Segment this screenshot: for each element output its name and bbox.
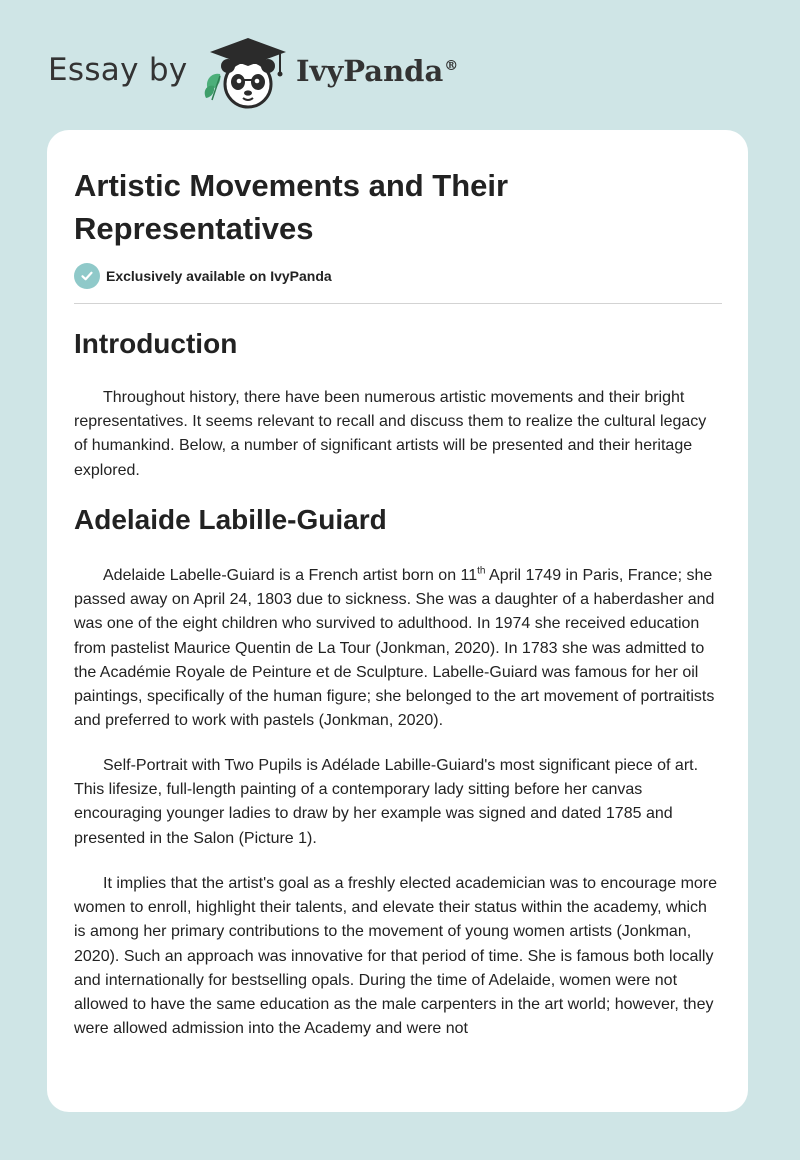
paragraph-text: April 1749 in Paris, France; she passed away on April 24, 1803 due to sickness. She was a daughter of a haberdasher and was one of the eight children who survived to adulthood. In 1974 she received education from pastelist Maurice Quentin de La Tour (Jonkman, 2020). In 1783 she was admitted to the Académie Royale de Peinture et de Sculpture. Labelle-Guiard was famous for her oil paintings, specifically of the human figure; she belonged to the art movement of portraitists and preferred to work with pastels (Jonkman, 2020). [74,567,715,730]
paragraph-text: Adelaide Labelle-Guiard is a French artist born on 11 [103,567,478,584]
title-divider [74,303,722,304]
badge-label: Exclusively available on IvyPanda [106,268,332,284]
ordinal-suffix: th [477,565,486,577]
paragraph [74,564,722,733]
site-header [0,0,800,130]
essay-by-label: Essay by [48,52,188,88]
check-icon [74,263,100,289]
paragraph: Self-Portrait with Two Pupils is Adélade Labille-Guiard's most significant piece of art. This lifesize, full-length painting of a contemporary lady sitting before her canvas encouraging younger ladies to draw by her example was signed and dated 1785 and presented in the Salon (Picture 1). [74,757,699,847]
page-title: Artistic Movements and Their Representatives [74,168,509,246]
ivypanda-brand[interactable] [296,54,458,88]
paragraph: It implies that the artist's goal as a freshly elected academician was to encourage more women to enroll, highlight their talents, and elevate their status within the academy, which is among her primary contributions to the movement of young women artists (Jonkman, 2020). Such an approach was innovative for that period of time. She is famous both locally and internationally for bestselling opals. During the time of Adelaide, women were not allowed to have the same education as the male carpenters in the art world; however, they were allowed admission into the Academy and were not [74,875,718,1038]
brand-name-text: IvyPanda [296,54,444,88]
registered-mark: ® [444,58,459,75]
panda-logo-icon[interactable] [200,34,296,110]
exclusive-badge [74,263,332,289]
essay-card [47,130,748,1112]
section-heading-labille-guiard: Adelaide Labille-Guiard [74,504,387,535]
section-heading-introduction: Introduction [74,328,238,359]
paragraph: Throughout history, there have been numerous artistic movements and their bright representatives. It seems relevant to recall and discuss them to realize the cultural legacy of humankind. Below, a number of significant artists will be presented and their heritage explored. [74,389,707,479]
